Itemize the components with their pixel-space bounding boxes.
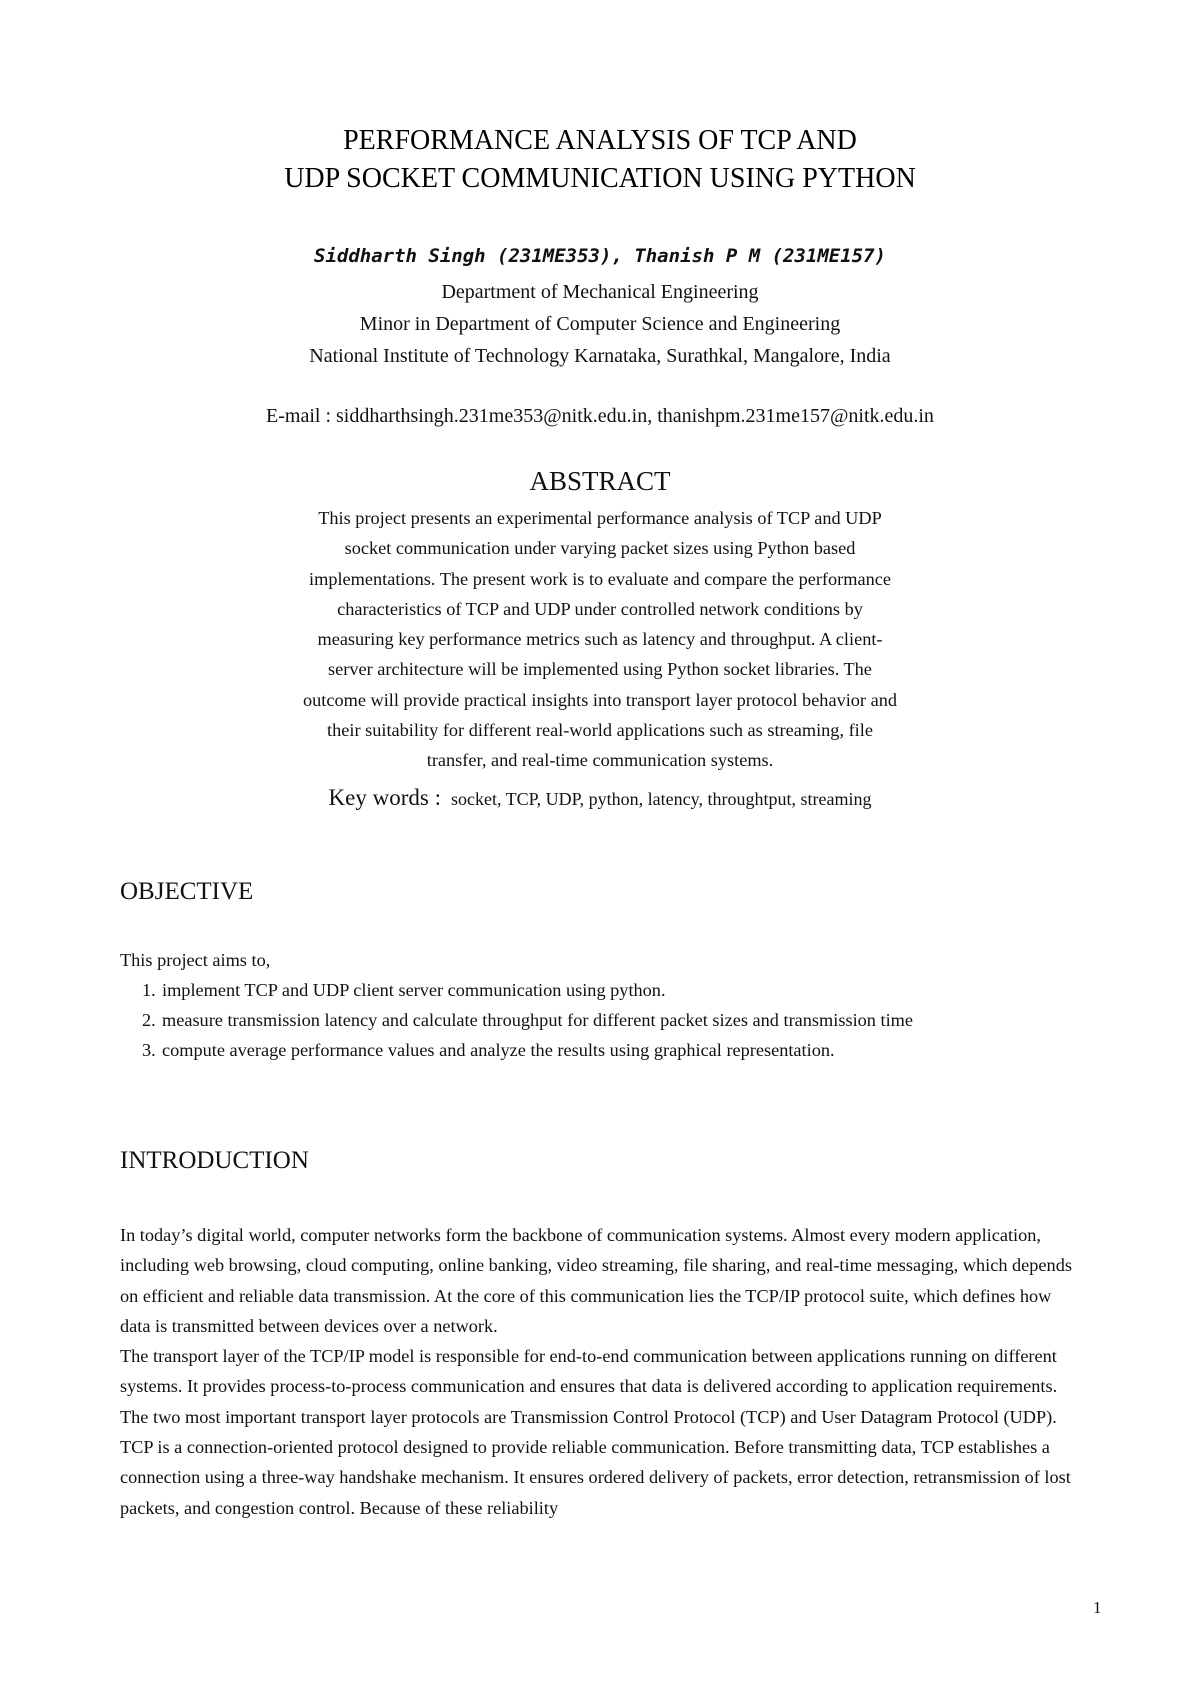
affiliation — [100, 276, 1100, 372]
email-line: E-mail : siddharthsingh.231me353@nitk.edu.in, thanishpm.231me157@nitk.edu.in — [266, 405, 934, 427]
list-item — [120, 975, 913, 1005]
list-item-text: compute average performance values and analyze the results using graphical representation. — [162, 1040, 835, 1060]
page-number: 1 — [1093, 1598, 1102, 1617]
abstract-line: their suitability for different real-world applications such as streaming, file — [327, 720, 873, 741]
minor-department: Minor in Department of Computer Science and Engineering — [359, 313, 841, 335]
list-item — [120, 1035, 913, 1065]
abstract-body — [230, 503, 970, 776]
objective-lead: This project aims to, — [120, 950, 271, 970]
objective-heading: OBJECTIVE — [120, 878, 254, 905]
list-item-text: measure transmission latency and calculate throughput for different packet sizes and transmission time — [162, 1010, 913, 1030]
authors: Siddharth Singh (231ME353), Thanish P M (231ME157) — [314, 245, 886, 267]
list-item-number: 1. — [142, 980, 156, 1000]
department: Department of Mechanical Engineering — [441, 281, 759, 303]
keywords-label: Key words : — [328, 785, 441, 810]
abstract-line: socket communication under varying packet sizes using Python based — [344, 538, 856, 559]
keywords-text: socket, TCP, UDP, python, latency, throughtput, streaming — [450, 789, 872, 809]
abstract-line: transfer, and real-time communication systems. — [426, 750, 774, 771]
abstract-line: measuring key performance metrics such as latency and throughput. A client- — [317, 629, 883, 650]
abstract-line: outcome will provide practical insights into transport layer protocol behavior and — [303, 689, 897, 710]
paper-title — [100, 122, 1100, 198]
abstract-heading: ABSTRACT — [529, 466, 671, 496]
list-item-text: implement TCP and UDP client server communication using python. — [162, 980, 666, 1000]
abstract-line: server architecture will be implemented using Python socket libraries. The — [328, 659, 872, 680]
title-line-2: UDP SOCKET COMMUNICATION USING PYTHON — [284, 163, 916, 194]
list-item-number: 3. — [142, 1040, 156, 1060]
institute: National Institute of Technology Karnataka, Surathkal, Mangalore, India — [309, 345, 891, 367]
intro-paragraph: In today’s digital world, computer networks form the backbone of communication systems. Almost every modern application, including web browsing, cloud computing, online banking, video streaming, file sharing, and real-time messaging, which depends on efficient and reliable data transmission. At the core of this communication lies the TCP/IP protocol suite, which defines how data is transmitted between devices over a network. — [120, 1225, 1072, 1336]
introduction-heading: INTRODUCTION — [120, 1147, 309, 1174]
objective-list — [120, 975, 913, 1065]
introduction-body — [120, 1220, 1080, 1523]
intro-paragraph: TCP is a connection-oriented protocol designed to provide reliable communication. Before transmitting data, TCP establishes a connection using a three-way handshake mechanism. It ensures ordered delivery of packets, error detection, retransmission of lost packets, and congestion control. Because of these reliability — [120, 1437, 1071, 1518]
abstract-line: This project presents an experimental performance analysis of TCP and UDP — [318, 508, 882, 528]
list-item-number: 2. — [142, 1010, 156, 1030]
intro-paragraph: The transport layer of the TCP/IP model is responsible for end-to-end communication between applications running on different systems. It provides process-to-process communication and ensures that data is delivered according to application requirements. The two most important transport layer protocols are Transmission Control Protocol (TCP) and User Datagram Protocol (UDP). — [120, 1346, 1058, 1427]
title-line-1: PERFORMANCE ANALYSIS OF TCP AND — [343, 125, 857, 156]
keywords — [100, 782, 1100, 817]
abstract-line: characteristics of TCP and UDP under controlled network conditions by — [337, 598, 863, 619]
list-item — [120, 1005, 913, 1035]
abstract-line: implementations. The present work is to evaluate and compare the performance — [309, 568, 891, 589]
